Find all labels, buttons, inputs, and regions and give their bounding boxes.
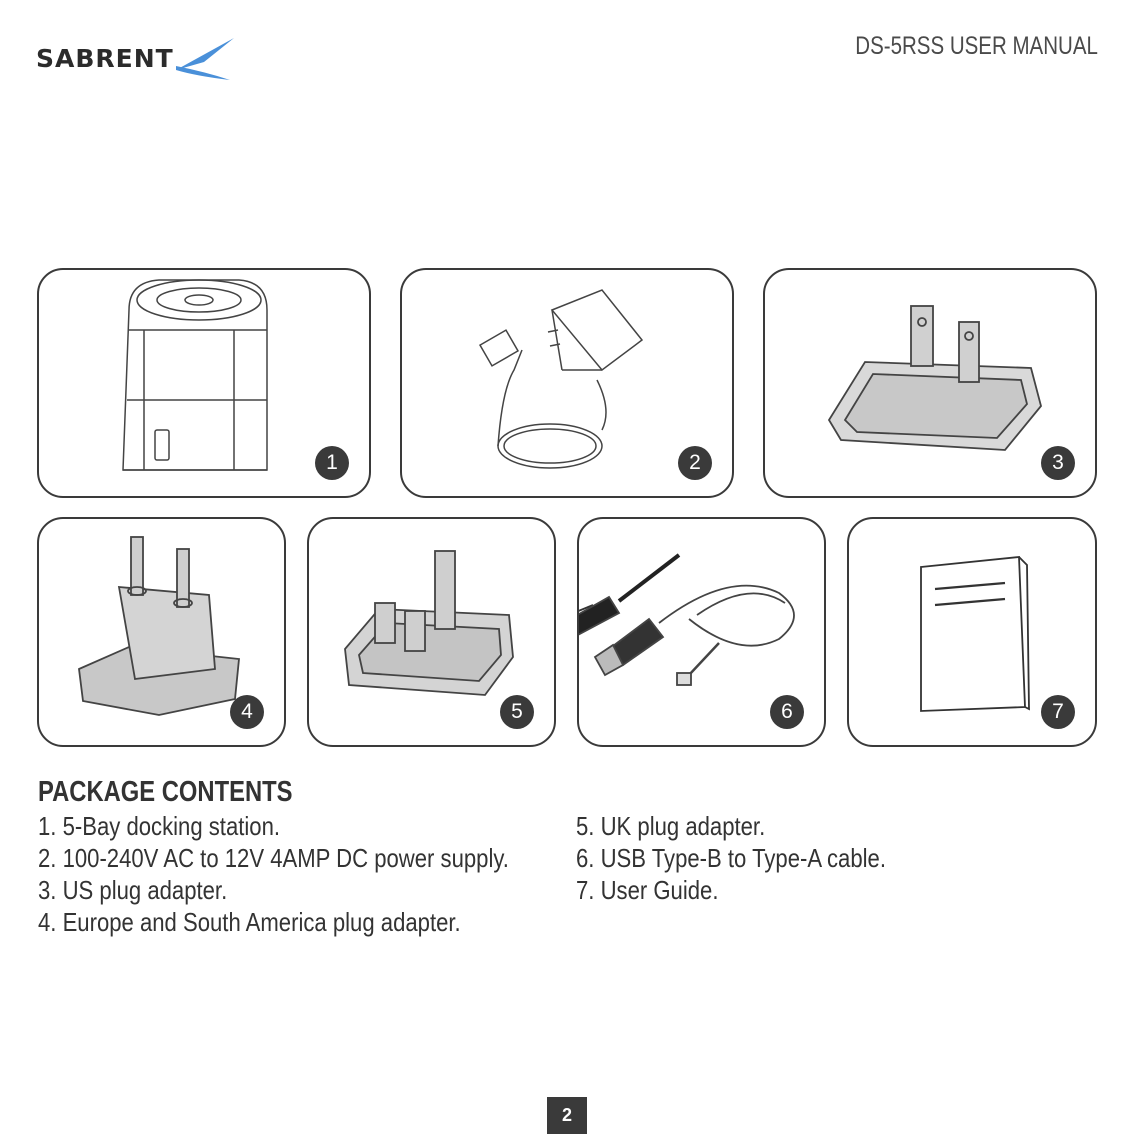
panel-us-plug <box>763 268 1097 498</box>
package-contents-title: PACKAGE CONTENTS <box>38 776 293 808</box>
manual-title: DS-5RSS USER MANUAL <box>855 32 1098 60</box>
list-item: 6. USB Type-B to Type-A cable. <box>576 843 886 873</box>
contents-list-left <box>38 810 509 938</box>
list-item: 5. UK plug adapter. <box>576 811 766 841</box>
panel-docking-station <box>37 268 371 498</box>
brand-name: SABRENT <box>36 44 174 73</box>
list-item: 4. Europe and South America plug adapter. <box>38 907 461 937</box>
sabrent-logo <box>36 36 236 82</box>
panel-power-supply <box>400 268 734 498</box>
panel-number-badge: 1 <box>315 446 349 480</box>
logo-swoosh-icon <box>36 36 236 82</box>
panel-number-badge: 5 <box>500 695 534 729</box>
list-item: 7. User Guide. <box>576 875 719 905</box>
panel-usb-cable <box>577 517 826 747</box>
panel-eu-plug <box>37 517 286 747</box>
contents-list-right <box>576 810 886 906</box>
panel-number-badge: 4 <box>230 695 264 729</box>
list-item: 1. 5-Bay docking station. <box>38 811 281 841</box>
panel-number-badge: 3 <box>1041 446 1075 480</box>
list-item: 3. US plug adapter. <box>38 875 228 905</box>
panel-user-guide <box>847 517 1097 747</box>
panel-uk-plug <box>307 517 556 747</box>
list-item: 2. 100-240V AC to 12V 4AMP DC power supply. <box>38 843 509 873</box>
panel-number-badge: 7 <box>1041 695 1075 729</box>
panel-number-badge: 6 <box>770 695 804 729</box>
panel-number-badge: 2 <box>678 446 712 480</box>
page-number: 2 <box>547 1097 587 1134</box>
